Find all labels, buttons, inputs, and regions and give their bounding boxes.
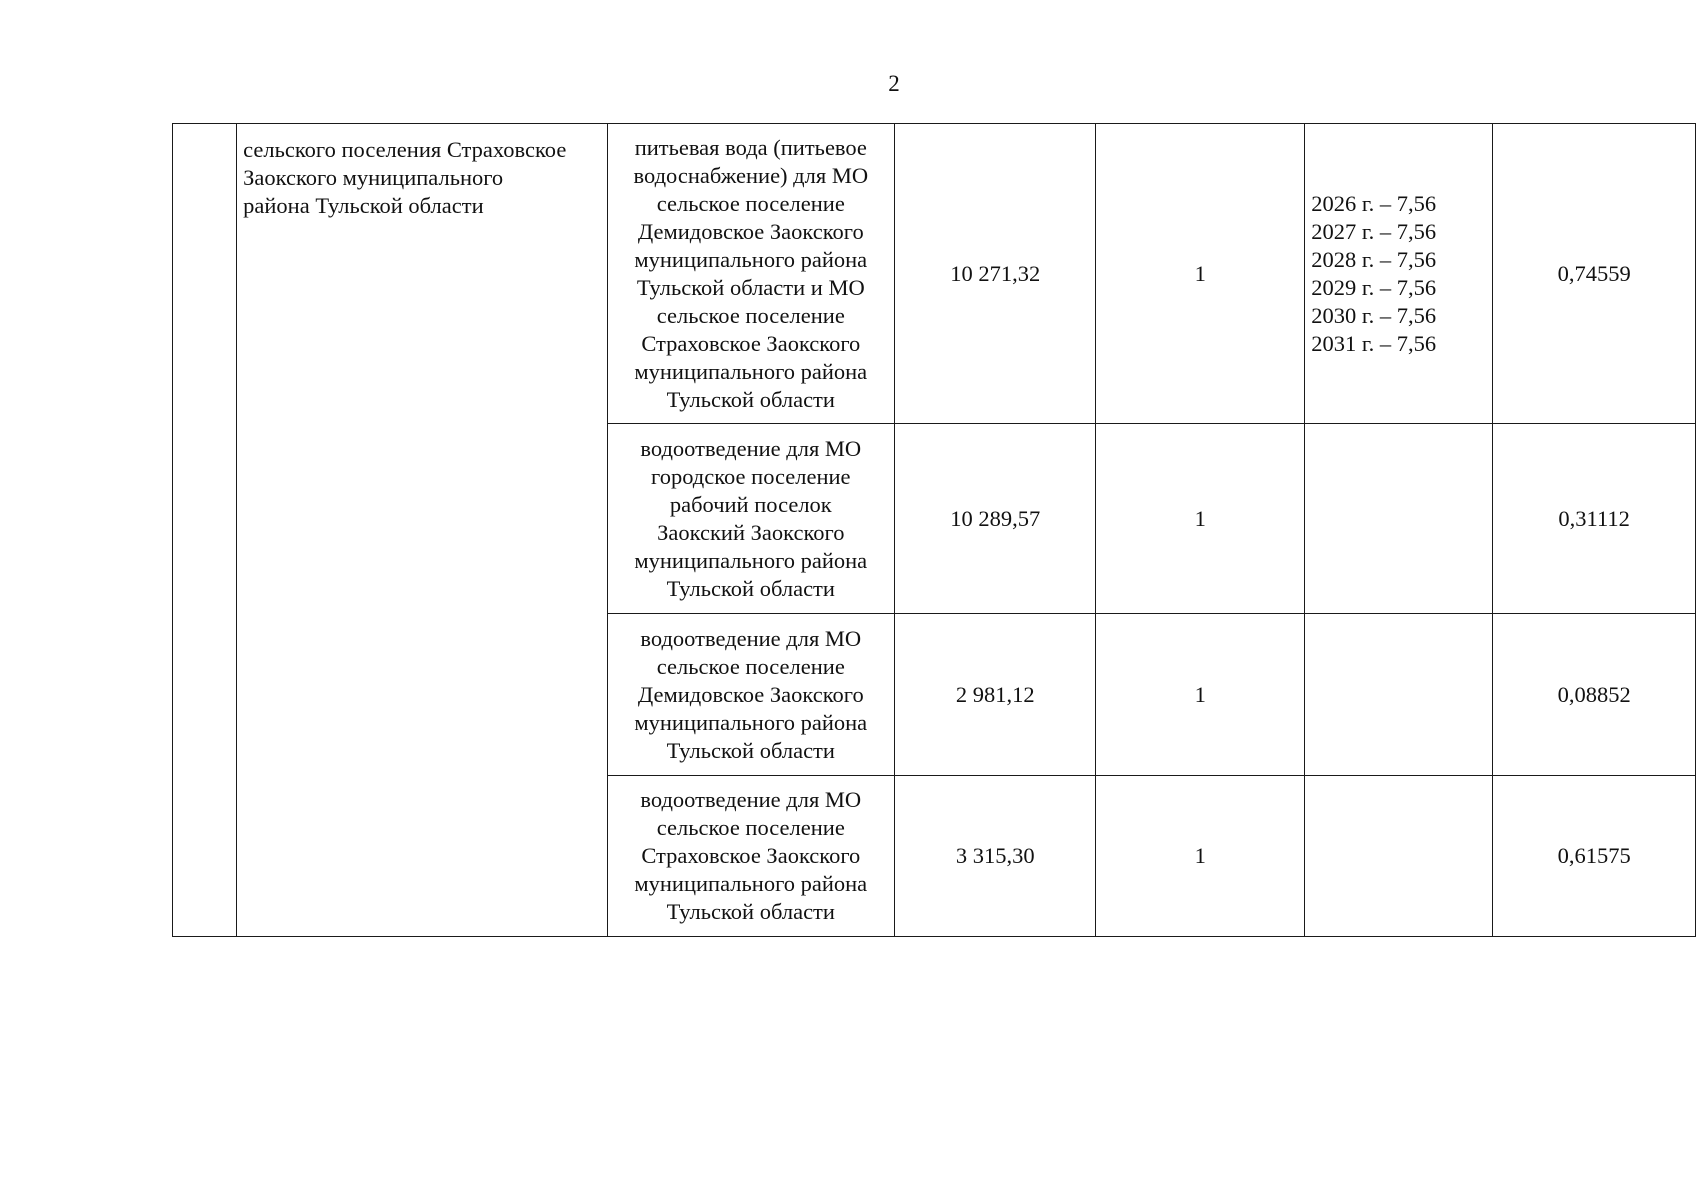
service-line: водоснабжение) для МО <box>633 162 869 188</box>
year-line: 2029 г. – 7,56 <box>1311 274 1437 300</box>
year-line: 2028 г. – 7,56 <box>1311 246 1437 272</box>
page-number: 2 <box>888 71 900 96</box>
organization-line: сельского поселения Страховское <box>243 137 567 162</box>
service-line: водоотведение для МО <box>640 625 862 651</box>
service-cell <box>607 424 895 614</box>
value-cell: 10 289,57 <box>895 424 1096 614</box>
value-cell: 2 981,12 <box>895 614 1096 776</box>
value-cell: 3 315,30 <box>895 776 1096 937</box>
tariff-table <box>172 123 1696 937</box>
service-cell <box>607 124 895 424</box>
years-cell <box>1305 424 1493 614</box>
coefficient-cell: 0,31112 <box>1493 424 1696 614</box>
service-line: сельское поселение <box>656 190 845 216</box>
service-line: питьевая вода (питьевое <box>634 134 867 160</box>
service-line: рабочий поселок <box>669 491 832 517</box>
year-line: 2027 г. – 7,56 <box>1311 218 1437 244</box>
service-cell <box>607 776 895 937</box>
k-cell: 1 <box>1096 614 1305 776</box>
service-line: Тульской области <box>666 737 835 763</box>
year-line: 2031 г. – 7,56 <box>1311 330 1437 356</box>
service-cell <box>607 614 895 776</box>
coefficient-cell: 0,74559 <box>1493 124 1696 424</box>
k-cell: 1 <box>1096 424 1305 614</box>
years-cell <box>1305 614 1493 776</box>
organization-line: района Тульской области <box>243 193 484 218</box>
year-line: 2030 г. – 7,56 <box>1311 302 1437 328</box>
service-line: сельское поселение <box>656 302 845 328</box>
organization-line: Заокского муниципального <box>243 165 504 190</box>
k-cell: 1 <box>1096 124 1305 424</box>
years-cell <box>1305 776 1493 937</box>
service-line: городское поселение <box>651 463 851 489</box>
row-number-cell <box>173 124 237 937</box>
service-line: Демидовское Заокского <box>637 218 864 244</box>
years-cell <box>1305 124 1493 424</box>
k-cell: 1 <box>1096 776 1305 937</box>
service-line: водоотведение для МО <box>640 435 862 461</box>
value-cell: 10 271,32 <box>895 124 1096 424</box>
service-line: муниципального района <box>634 358 868 384</box>
service-line: водоотведение для МО <box>640 787 862 812</box>
service-line: муниципального района <box>634 547 868 573</box>
service-line: муниципального района <box>634 871 868 896</box>
service-line: Страховское Заокского <box>641 843 861 868</box>
coefficient-cell: 0,61575 <box>1493 776 1696 937</box>
service-line: сельское поселение <box>656 815 845 840</box>
service-line: Тульской области <box>666 386 835 412</box>
service-line: Тульской области <box>666 575 835 601</box>
service-line: Страховское Заокского <box>641 330 861 356</box>
year-line: 2026 г. – 7,56 <box>1311 190 1437 216</box>
organization-cell <box>237 124 607 937</box>
service-line: Демидовское Заокского <box>637 681 864 707</box>
service-line: муниципального района <box>634 709 868 735</box>
service-line: Заокский Заокского <box>657 519 845 545</box>
service-line: Тульской области <box>666 899 835 924</box>
service-line: муниципального района <box>634 246 868 272</box>
coefficient-cell: 0,08852 <box>1493 614 1696 776</box>
service-line: сельское поселение <box>656 653 845 679</box>
service-line: Тульской области и МО <box>636 274 865 300</box>
table-row <box>173 124 1696 424</box>
